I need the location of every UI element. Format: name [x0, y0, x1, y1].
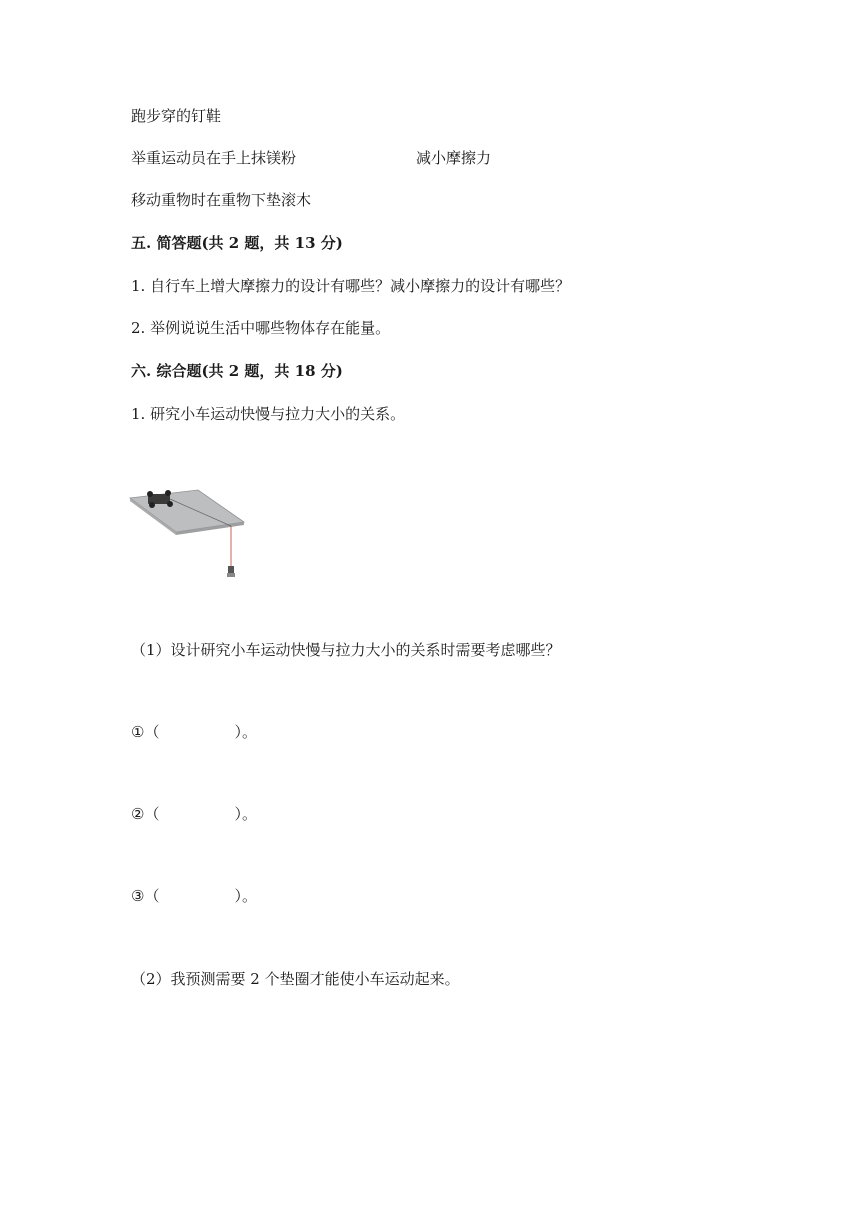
cart-experiment-illustration — [128, 480, 248, 585]
section5-heading: 五. 简答题(共 2 题，共 13 分) — [131, 234, 343, 252]
answer-close-3: ）。 — [234, 887, 257, 905]
answer-mark-2: ②（ — [131, 805, 160, 823]
section5-question-1: 1. 自行车上增大摩擦力的设计有哪些？减小摩擦力的设计有哪些？ — [131, 277, 571, 295]
answer-line-1 — [131, 722, 257, 742]
matching-right-item: 减小摩擦力 — [416, 149, 492, 167]
section6-question-1: 1. 研究小车运动快慢与拉力大小的关系。 — [131, 405, 406, 423]
section6-heading: 六. 综合题(共 2 题，共 18 分) — [131, 362, 343, 380]
cart-on-board-diagram — [128, 480, 248, 585]
sub-question-1: （1）设计研究小车运动快慢与拉力大小的关系时需要考虑哪些？ — [131, 641, 561, 659]
sub-question-2: （2）我预测需要 2 个垫圈才能使小车运动起来。 — [131, 970, 460, 988]
answer-mark-1: ①（ — [131, 723, 160, 741]
matching-left-item-1: 跑步穿的钉鞋 — [131, 107, 222, 125]
answer-mark-3: ③（ — [131, 887, 160, 905]
matching-left-item-2: 举重运动员在手上抹镁粉 — [131, 149, 297, 167]
answer-close-1: ）。 — [234, 723, 257, 741]
answer-line-3 — [131, 886, 257, 906]
section5-question-2: 2. 举例说说生活中哪些物体存在能量。 — [131, 319, 391, 337]
matching-left-item-3: 移动重物时在重物下垫滚木 — [131, 191, 312, 209]
answer-line-2 — [131, 804, 257, 824]
answer-close-2: ）。 — [234, 805, 257, 823]
